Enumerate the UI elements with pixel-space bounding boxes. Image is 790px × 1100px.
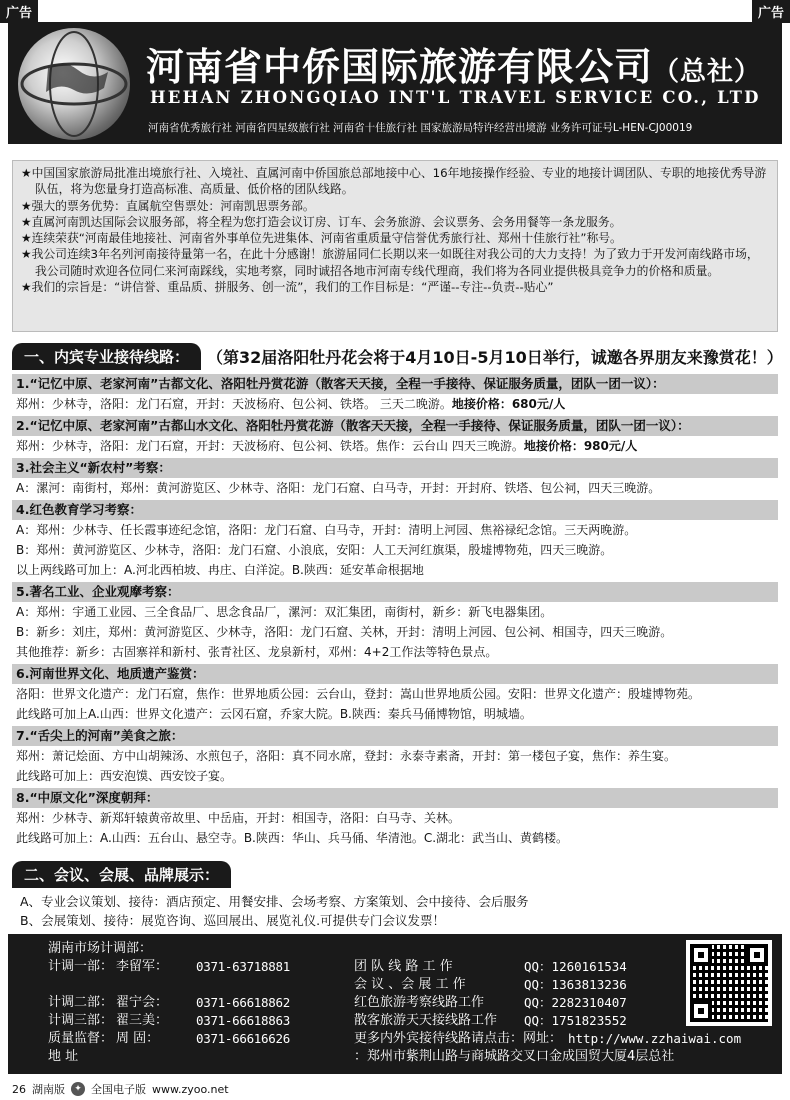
route-title: 5.著名工业、企业观摩考察：	[12, 582, 778, 602]
contact-name: 李留军：	[116, 959, 169, 974]
market-label: 湖南市场计调部：	[48, 941, 153, 956]
site-logo-icon: ✦	[71, 1082, 85, 1096]
route-list	[12, 374, 778, 850]
site-label: 全国电子版	[91, 1083, 146, 1096]
contact-row	[48, 976, 741, 994]
route-line	[12, 478, 778, 498]
route-line-text: 郑州：少林寺、新郑轩辕黄帝故里、中岳庙，开封：相国寺，洛阳：白马寺、关林。	[16, 811, 461, 825]
contact-qq[interactable]: QQ：1260161534	[524, 959, 627, 974]
contact-name	[116, 976, 196, 994]
contact-qq[interactable]: QQ：1751823552	[524, 1013, 627, 1028]
route-line	[12, 642, 778, 662]
page-number: 26	[12, 1082, 26, 1096]
route-title: 2.“记忆中原、老家河南”古都山水文化、洛阳牡丹赏花游（散客天天接，全程一手接待、保证服务质量，团队一团一议）：	[12, 416, 778, 436]
contact-name: 翟宁会：	[116, 995, 169, 1010]
route-line	[12, 684, 778, 704]
route-line	[12, 704, 778, 724]
contact-name: 翟三美：	[116, 1013, 169, 1028]
route-line-text: B：郑州：黄河游览区、少林寺，洛阳：龙门石窟、小浪底，安阳：人工天河红旗渠，殷墟博物苑，四天三晚游。	[16, 543, 613, 557]
route-title: 1.“记忆中原、老家河南”古都文化、洛阳牡丹赏花游（散客天天接，全程一手接待、保证服务质量，团队一团一议）：	[12, 374, 778, 394]
route-line-text: 以上两线路可加上：A.河北西柏坡、冉庄、白洋淀。B.陕西：延安革命根据地	[16, 563, 424, 577]
contact-desc: 会 议 、会 展 工 作	[354, 977, 466, 992]
route-title: 8.“中原文化”深度朝拜：	[12, 788, 778, 808]
contact-phone[interactable]: 0371-66618862	[196, 995, 290, 1010]
contact-name	[116, 1048, 196, 1066]
route-title: 7.“舌尖上的河南”美食之旅：	[12, 726, 778, 746]
route-line-text: B：新乡：刘庄，郑州：黄河游览区、少林寺，洛阳：龙门石窟、关林，开封：清明上河园、包公祠、相国寺，四天三晚游。	[16, 625, 673, 639]
ad-label-right: 广告	[752, 0, 790, 23]
intro-item: ★强大的票务优势：直属航空售票处：河南凯思票务部。	[21, 198, 315, 213]
list-item: B、会展策划、接待：展览咨询、巡回展出、展览礼仪.可提供专门会议发票！	[20, 913, 446, 928]
contact-desc: 散客旅游天天接线路工作	[354, 1013, 498, 1028]
contact-desc: 红色旅游考察线路工作	[354, 995, 485, 1010]
contact-rows	[48, 940, 741, 1066]
contact-label: 计调一部：	[48, 959, 114, 974]
route-line	[12, 436, 778, 456]
route-line	[12, 540, 778, 560]
contact-phone[interactable]	[196, 1048, 354, 1066]
route-line-text: 郑州：少林寺，洛阳：龙门石窟，开封：天波杨府、包公祠、铁塔。 三天二晚游。	[16, 397, 452, 411]
page-footer	[12, 1081, 229, 1097]
contact-label: 计调二部：	[48, 995, 114, 1010]
company-name-en: HEHAN ZHONGQIAO INT'L TRAVEL SERVICE CO., LTD	[150, 88, 761, 107]
contact-row	[48, 1048, 741, 1066]
route-line	[12, 602, 778, 622]
route-line-text: A：郑州：少林寺、任长霞事迹纪念馆，洛阳：龙门石窟、白马寺，开封：清明上河园、焦裕禄纪念馆。三天两晚游。	[16, 523, 637, 537]
contact-label	[48, 976, 116, 994]
contact-qq[interactable]: QQ：2282310407	[524, 995, 627, 1010]
route-line-text: 此线路可加上：西安泡馍、西安饺子宴。	[16, 769, 233, 783]
intro-box	[12, 160, 778, 332]
contacts-panel	[8, 934, 782, 1074]
company-name: 河南省中侨国际旅游有限公司（总社）	[146, 44, 762, 89]
route-line	[12, 808, 778, 828]
contact-label: 计调三部：	[48, 1013, 114, 1028]
route-line-text: 此线路可加上A.山西：世界文化遗产：云冈石窟，乔家大院。B.陕西：秦兵马俑博物馆，明城墙。	[16, 707, 532, 721]
route-line-text: 其他推荐：新乡：古固寨祥和新村、张青社区、龙泉新村，邓州：4+2工作法等特色景点。	[16, 645, 498, 659]
contact-phone[interactable]: 0371-66616626	[196, 1031, 290, 1046]
intro-item: ★连续荣获“河南最佳地接社、河南省外事单位先进集体、河南省重质量守信誉优秀旅行社、郑州十佳旅行社”称号。	[21, 231, 622, 246]
contact-label: 地 址	[48, 1049, 79, 1064]
contact-label: 质量监督：	[48, 1031, 114, 1046]
route-line-text: 郑州：萧记烩面、方中山胡辣汤、水煎包子，洛阳：真不同水席，登封：永泰寺素斋，开封：第一楼包子宴，焦作：养生宴。	[16, 749, 677, 763]
contact-row	[48, 958, 741, 976]
route-line-text: A：漯河：南街村，郑州：黄河游览区、少林寺、洛阳：龙门石窟、白马寺，开封：开封府、铁塔、包公祠，四天三晚游。	[16, 481, 661, 495]
contact-qq[interactable]: QQ：1363813236	[524, 977, 627, 992]
ad-label-left: 广告	[0, 0, 38, 23]
route-line-text: 洛阳：世界文化遗产：龙门石窟，焦作：世界地质公园：云台山，登封：嵩山世界地质公园。安阳：世界文化遗产：殷墟博物苑。	[16, 687, 701, 701]
route-title: 3.社会主义“新农村”考察：	[12, 458, 778, 478]
meeting-services	[20, 892, 529, 930]
contact-row	[48, 994, 741, 1012]
list-item: A、专业会议策划、接待：酒店预定、用餐安排、会场考察、方案策划、会中接待、会后服务	[20, 894, 529, 909]
contact-desc: ：郑州市紫荆山路与商城路交叉口金成国贸大厦4层总社	[354, 1049, 675, 1064]
edition: 湖南版	[32, 1083, 65, 1096]
route-line	[12, 520, 778, 540]
route-title: 4.红色教育学习考察：	[12, 500, 778, 520]
contact-qq[interactable]: http://www.zzhaiwai.com	[568, 1031, 742, 1046]
route-line-text: A：郑州：宇通工业园、三全食品厂、思念食品厂，漯河：双汇集团，南街村，新乡：新飞电器集团。	[16, 605, 553, 619]
company-credentials: 河南省优秀旅行社 河南省四星级旅行社 河南省十佳旅行社 国家旅游局特许经营出境游 业务许可证号L-HEN-CJ00019	[148, 122, 693, 134]
qr-code-icon	[686, 940, 772, 1026]
route-line-text: 此线路可加上：A.山西：五台山、悬空寺。B.陕西：华山、兵马俑、华清池。C.湖北：武当山、黄鹤楼。	[16, 831, 569, 845]
intro-item: ★直属河南凯达国际会议服务部，将全程为您打造会议订房、订车、会务旅游、会议票务、会务用餐等一条龙服务。	[21, 214, 622, 229]
globe-logo-icon	[18, 28, 130, 140]
route-line	[12, 746, 778, 766]
contact-phone[interactable]: 0371-63718881	[196, 959, 290, 974]
section-meeting-header	[12, 862, 231, 886]
site-link[interactable]: www.zyoo.net	[152, 1082, 229, 1096]
contact-row	[48, 1030, 741, 1048]
route-price: 地接价格：980元/人	[523, 439, 638, 453]
section-tab: 二、会议、会展、品牌展示：	[12, 861, 231, 888]
section-inbound-header	[12, 344, 783, 368]
route-line	[12, 622, 778, 642]
contact-phone[interactable]	[196, 976, 354, 994]
contact-desc: 更多内外宾接待线路请点击：网址：	[354, 1031, 563, 1046]
route-line	[12, 766, 778, 786]
company-header	[8, 22, 782, 144]
route-title: 6.河南世界文化、地质遗产鉴赏：	[12, 664, 778, 684]
route-line	[12, 560, 778, 580]
route-line	[12, 828, 778, 848]
intro-item: ★我公司连续3年名列河南接待量第一名，在此十分感谢！旅游届同仁长期以来一如既往对我公司的大力支持！为了致力于开发河南线路市场，我公司随时欢迎各位同仁来河南踩线，实地考察，同时诚招各地市河南专线代理商，我们将为各同业提供极具竞争力的价格和质量。	[21, 247, 759, 278]
intro-item: ★我们的宗旨是：“讲信誉、重品质、拼服务、创一流”，我们的工作目标是：“严谨--专注--负责--贴心”	[21, 280, 554, 295]
contact-phone[interactable]: 0371-66618863	[196, 1013, 290, 1028]
route-line	[12, 394, 778, 414]
route-line-text: 郑州：少林寺，洛阳：龙门石窟，开封：天波杨府、包公祠、铁塔。焦作：云台山 四天三晚游。	[16, 439, 524, 453]
contact-row	[48, 1012, 741, 1030]
contact-name: 周 固：	[116, 1031, 160, 1046]
section-tab: 一、内宾专业接待线路：	[12, 343, 201, 370]
intro-item: ★中国国家旅游局批准出境旅行社、入境社、直属河南中侨国旅总部地接中心、16年地接操作经验、专业的地接计调团队、专职的地接优秀导游队伍，将为您量身打造高标准、高质量、低价格的团队线路。	[21, 166, 767, 197]
section-note: （第32届洛阳牡丹花会将于4月10日-5月10日举行，诚邀各界朋友来豫赏花！）	[207, 347, 783, 367]
contact-desc: 团 队 线 路 工 作	[354, 959, 453, 974]
route-price: 地接价格：680元/人	[451, 397, 566, 411]
